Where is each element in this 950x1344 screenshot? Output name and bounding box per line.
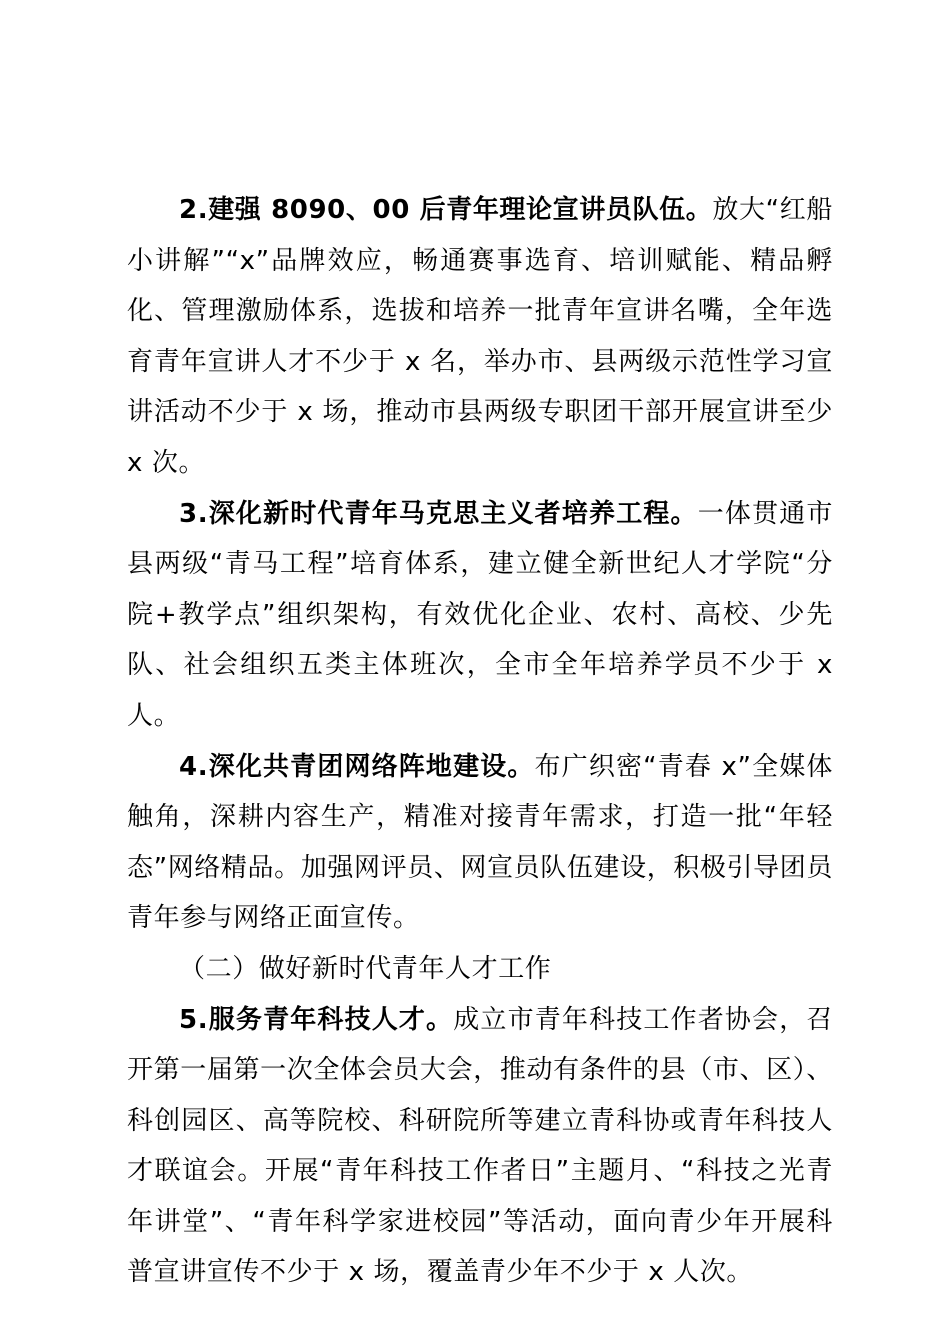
paragraph-4-text: 布广织密“青春 x”全媒体触角，深耕内容生产，精准对接青年需求，打造一批“年轻态”网络精品。加强网评员、网宣员队伍建设，积极引导团员青年参与网络正面宣传。 [127, 751, 833, 934]
paragraph-4 [127, 742, 833, 944]
paragraph-3-heading: 3.深化新时代青年马克思主义者培养工程。 [179, 498, 698, 529]
paragraph-5-text: 成立市青年科技工作者协会，召开第一届第一次全体会员大会，推动有条件的县（市、区）、科创园区、高等院校、科研院所等建立青科协或青年科技人才联谊会。开展“青年科技工作者日”主题月、“科技之光青年讲堂”、“青年科学家进校园”等活动，面向青少年开展科普宣讲宣传不少于 x 场，覆盖青少年不少于 x 人次。 [127, 1004, 833, 1288]
paragraph-2-text: 放大“红船小讲解”“x”品牌效应，畅通赛事选育、培训赋能、精品孵化、管理激励体系，选拔和培养一批青年宣讲名嘴，全年选育青年宣讲人才不少于 x 名，举办市、县两级示范性学习宣讲活动不少于 x 场，推动市县两级专职团干部开展宣讲至少 x 次。 [127, 195, 833, 478]
paragraph-3 [127, 489, 833, 742]
paragraph-5 [127, 995, 833, 1299]
document-body [127, 185, 833, 1298]
paragraph-5-heading: 5.服务青年科技人才。 [179, 1004, 454, 1035]
paragraph-2-heading: 2.建强 8090、00 后青年理论宣讲员队伍。 [179, 195, 713, 225]
paragraph-3-text: 一体贯通市县两级“青马工程”培育体系，建立健全新世纪人才学院“分院+教学点”组织架构，有效优化企业、农村、高校、少先队、社会组织五类主体班次，全市全年培养学员不少于 x 人。 [127, 498, 833, 731]
paragraph-2 [127, 185, 833, 489]
section-heading: （二）做好新时代青年人才工作 [179, 953, 552, 984]
paragraph-4-heading: 4.深化共青团网络阵地建设。 [179, 751, 535, 782]
